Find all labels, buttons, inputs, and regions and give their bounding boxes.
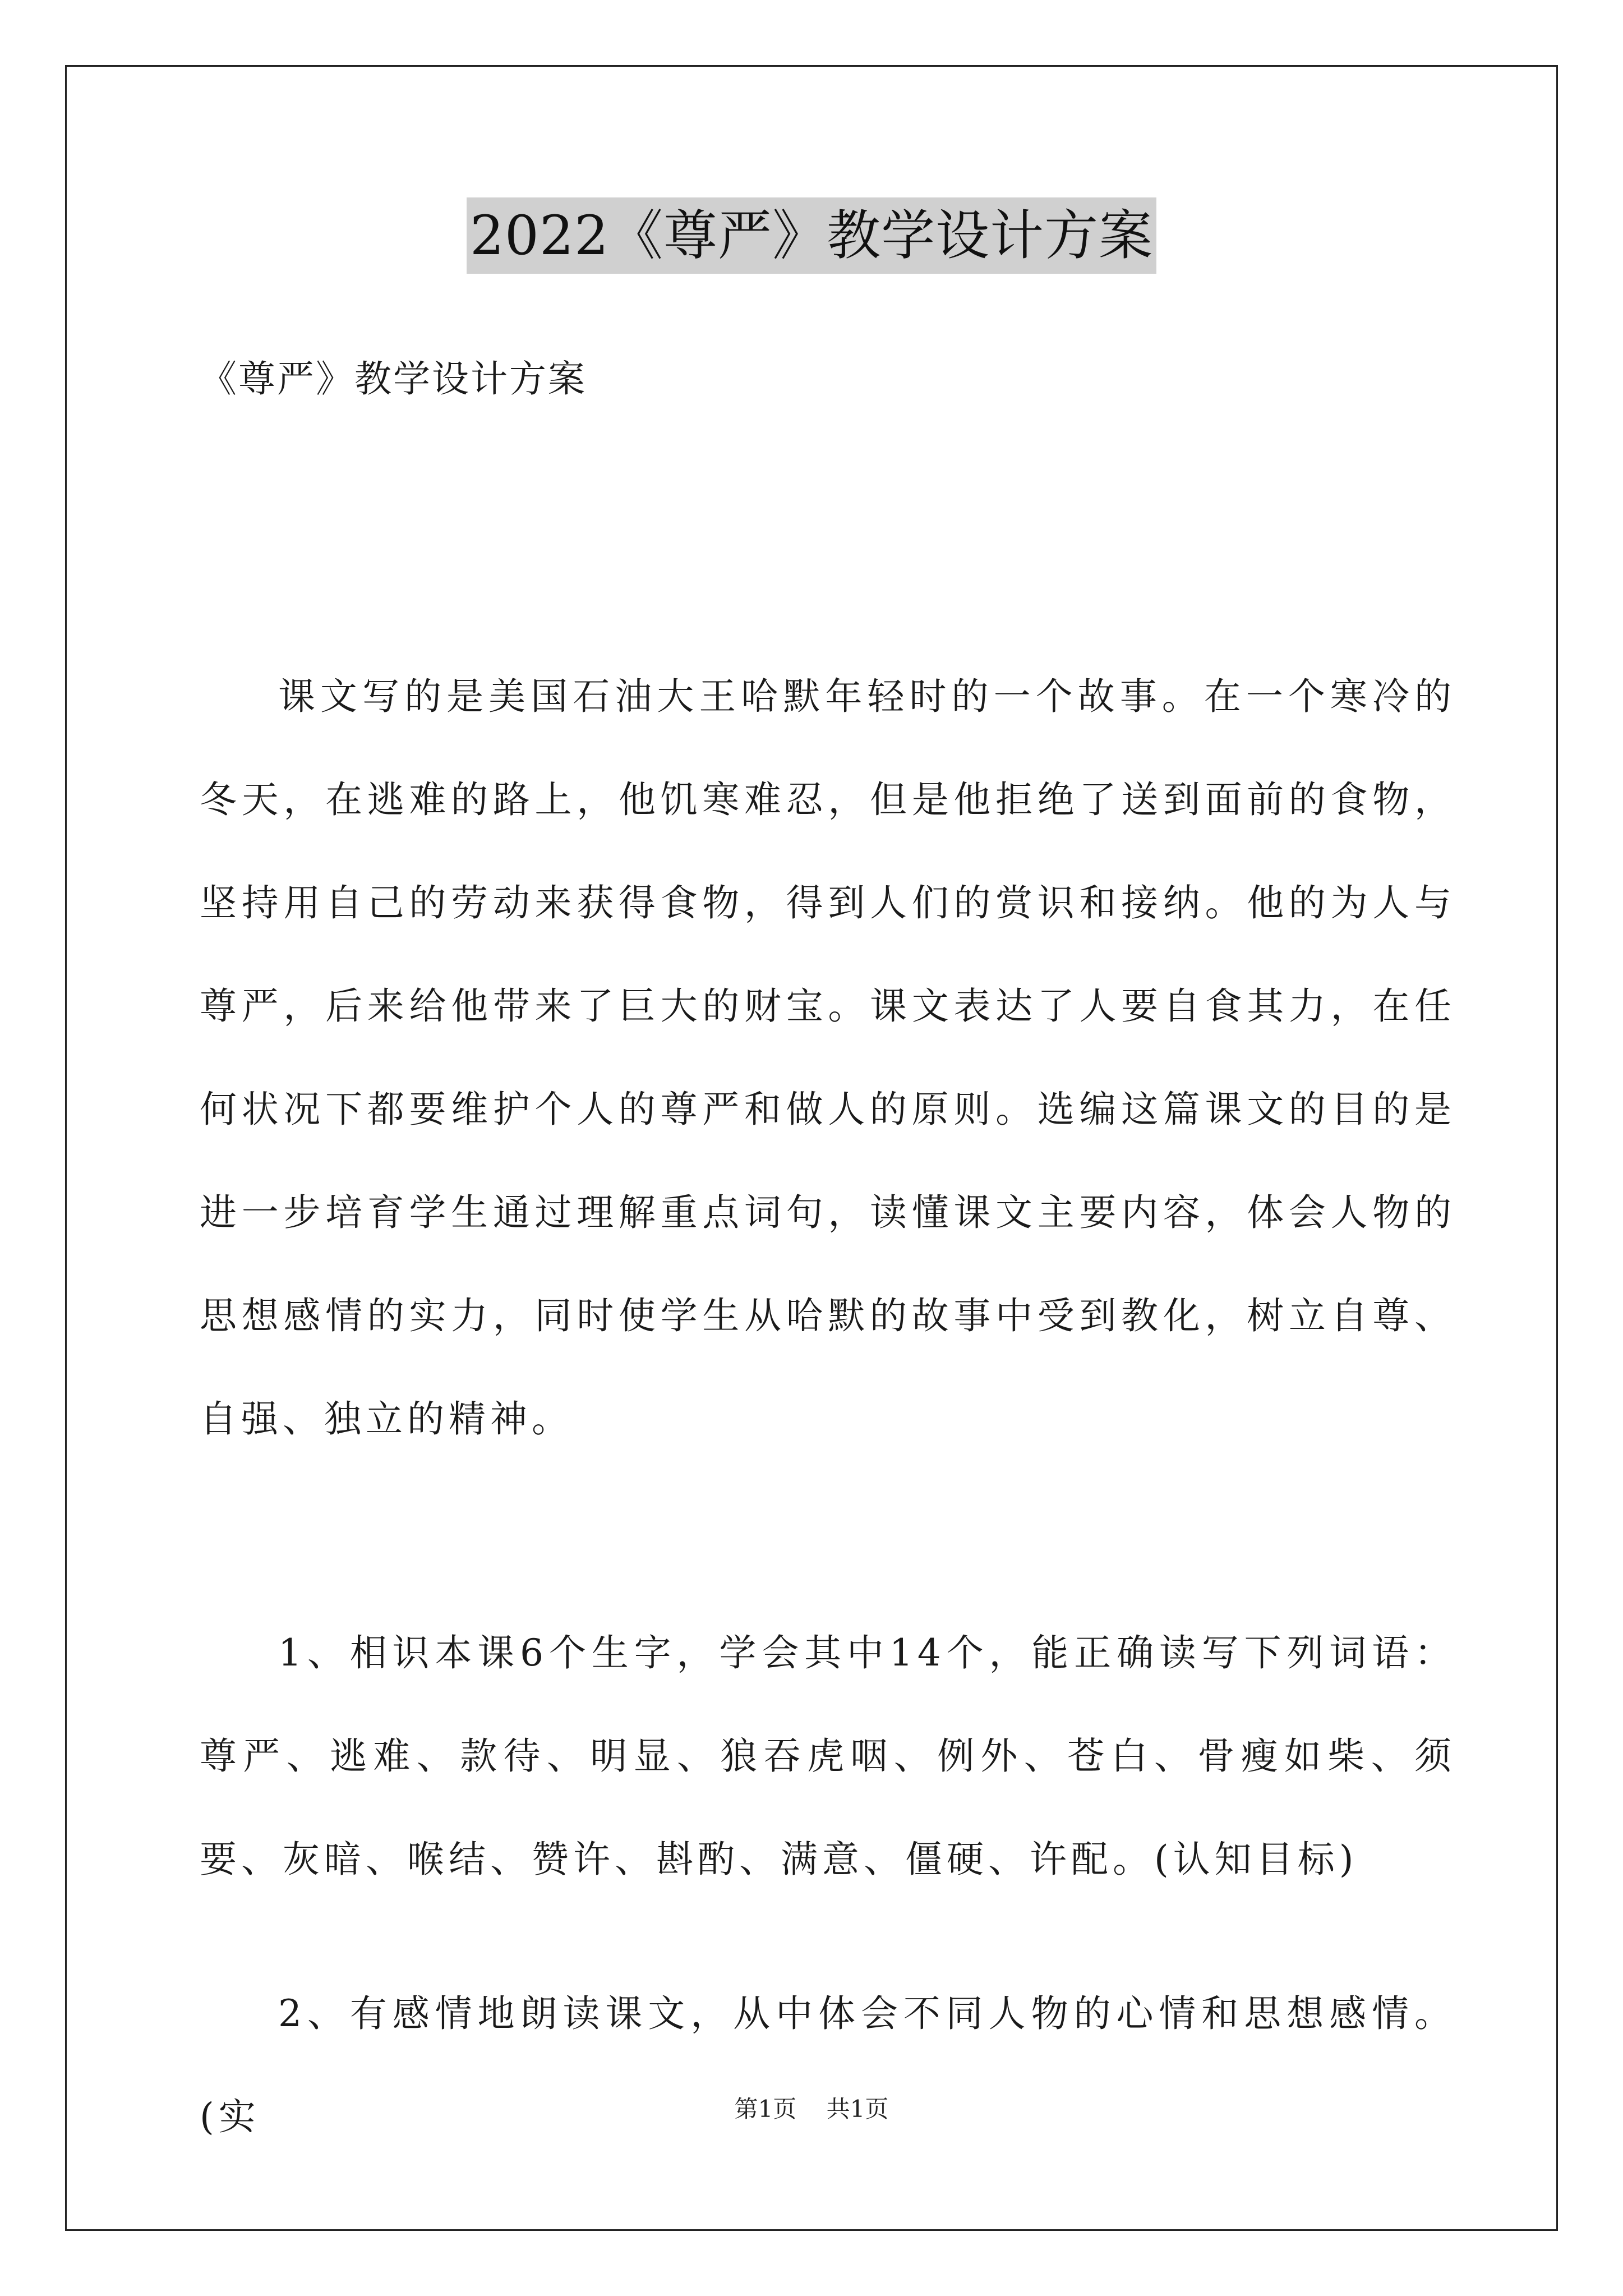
goal-paragraph-1: 1、相识本课6个生字，学会其中14个，能正确读写下列词语：尊严、逃难、款待、明显、狼吞虎咽、例外、苍白、骨瘦如柴、须要、灰暗、喉结、赞许、斟酌、满意、僵硬、许配。(认知目标) xyxy=(200,1631,1456,1881)
intro-paragraph: 课文写的是美国石油大王哈默年轻时的一个故事。在一个寒冷的冬天，在逃难的路上，他饥寒难忍，但是他拒绝了送到面前的食物，坚持用自己的劳动来获得食物，得到人们的赏识和接纳。他的为人与尊严，后来给他带来了巨大的财宝。课文表达了人要自食其力，在任何状况下都要维护个人的尊严和做人的原则。选编这篇课文的目的是进一步培育学生通过理解重点词句，读懂课文主要内容，体会人物的思想感情的实力，同时使学生从哈默的故事中受到教化，树立自尊、自强、独立的精神。 xyxy=(200,675,1456,1441)
document-subtitle: 《尊严》教学设计方案 xyxy=(200,357,587,401)
goal-paragraph-2: 2、有感情地朗读课文，从中体会不同人物的心情和思想感情。(实 xyxy=(200,1992,1456,2138)
title-container xyxy=(0,197,1623,274)
document-title: 2022《尊严》教学设计方案 xyxy=(467,197,1156,274)
page-footer: 第1页 共1页 xyxy=(734,2095,889,2123)
